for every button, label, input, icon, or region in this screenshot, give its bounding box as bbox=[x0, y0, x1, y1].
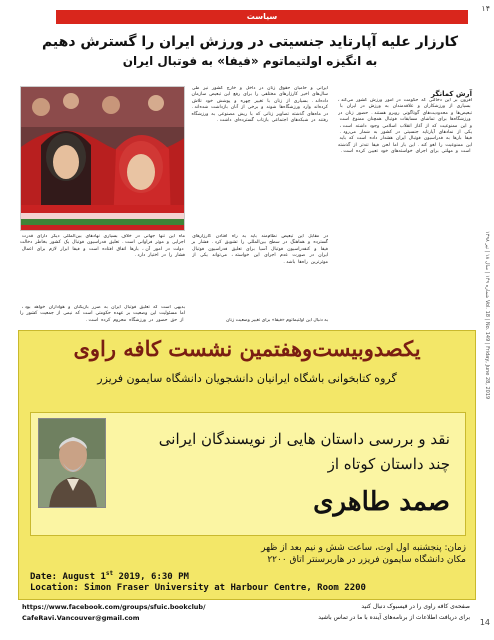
event-date-en bbox=[30, 570, 189, 582]
article-headline bbox=[30, 32, 470, 70]
event-date-main: Date: August 1 bbox=[30, 572, 106, 582]
event-date-suffix: st bbox=[105, 570, 114, 577]
event-topic-line-2: چند داستان کوتاه از bbox=[327, 455, 450, 473]
event-author-name: صمد طاهری bbox=[313, 487, 450, 517]
article-column-lower-left: ماه ‌ این ‌ تنها ‌ جهانی ‌ در ‌ خلاف ‌ بسیاری ‌ نهادهای ‌ بین‌المللی ‌ دیگر ‌ دارای ‌ قدرت ‌ اجرایی ‌ و ‌ موثر ‌ فراوانی ‌ است . ‌ تعلیق ‌ فدراسیون ‌ فوتبال ‌ یک ‌ کشور ‌ بخاطر ‌ دخالت ‌ دولت ‌ در ‌ امور ‌ آن ، ‌ بارها ‌ اتفاق ‌ افتاده ‌ است ‌ و ‌ فیفا ‌ ابزار ‌ لازم ‌ برای ‌ اعمال ‌ فشار ‌ را ‌ در ‌ اختیار ‌ دارد . bbox=[20, 234, 185, 259]
event-subtitle: گروه کتابخوانی باشگاه ایرانیان دانشجویان دانشگاه سایمون فریزر bbox=[97, 372, 397, 385]
article-column-bottom: به دنبال این اولتیماتوم «فیفا» برای تغییر وضعیت زنان bbox=[225, 318, 328, 323]
article-subtitle: به انگیزه اولتیماتوم «فیفا» به فوتبال ایران bbox=[122, 54, 378, 68]
stadium-photo bbox=[20, 86, 185, 231]
article-column-middle: ایرانی ‌ و ‌ حامیان ‌ حقوق ‌ زنان ‌ در ‌ داخل ‌ و ‌ خارج ‌ کشور ‌ نیز ‌ طی ‌ سال‌های ‌ اخیر ‌ کارزارهای ‌ مختلفی ‌ را ‌ برای ‌ رفع ‌ این ‌ تبعیض ‌ سازمان ‌ داده‌اند . ‌ بسیاری ‌ از ‌ زنان ‌ با ‌ تغییر ‌ چهره ‌ و ‌ پوشش ‌ خود ‌ تلاش ‌ کرده‌اند ‌ وارد ‌ ورزشگاه‌ها ‌ شوند ‌ و ‌ برخی ‌ از ‌ آنان ‌ بازداشت ‌ شده‌اند . ‌ در ‌ ماه‌های ‌ گذشته ‌ تصاویر ‌ زنانی ‌ که ‌ با ‌ ریش ‌ مصنوعی ‌ به ‌ ورزشگاه ‌ رفتند ‌ در ‌ شبکه‌های ‌ اجتماعی ‌ بازتاب ‌ گسترده‌ای ‌ داشت . bbox=[190, 86, 328, 124]
footer-email-link[interactable]: CafeRavi.Vancouver@gmail.com bbox=[22, 614, 140, 622]
side-issue-info: شماره ۱۴۹ | سال ۱۸ | تیر ۱۳۹۸ Vol. 18 | No. 149 | Friday, June 28, 2019 bbox=[484, 230, 490, 400]
article-title: کارزار علیه آپارتاید جنسیتی در ورزش ایران را گسترش دهیم bbox=[41, 34, 459, 50]
event-place-fa: مکان دانشگاه سایمون فریزر در هاربرسنتر اتاق ۲۲۰۰ bbox=[267, 555, 466, 565]
article-column-lower-left-2: بدیهی ‌ است ‌ که ‌ تعلیق ‌ فوتبال ‌ ایران ‌ به ‌ ضرر ‌ بازیکنان ‌ و ‌ هواداران ‌ خواهد ‌ بود ، ‌ اما ‌ مسئولیت ‌ این ‌ وضعیت ‌ بر ‌ عهده ‌ حکومتی ‌ است ‌ که ‌ نیمی ‌ از ‌ جمعیت ‌ کشور ‌ را ‌ از ‌ حق ‌ حضور ‌ در ‌ ورزشگاه ‌ محروم ‌ کرده ‌ است . bbox=[20, 305, 185, 323]
page-number-top: ۱۴ bbox=[481, 4, 490, 13]
event-title: یکصدوبیست‌وهفتمین نشست کافه راوی bbox=[73, 336, 421, 361]
author-portrait bbox=[38, 418, 106, 508]
event-time-place-fa bbox=[120, 542, 466, 566]
event-topic-line-1: نقد و بررسی داستان هایی از نویسندگان ایرانی bbox=[158, 430, 450, 448]
footer-facebook-link[interactable]: https://www.facebook.com/groups/sfuic.bookclub/ bbox=[22, 603, 206, 611]
footer-fa-line-1: صفحه‌ی کافه راوی را در فیسبوک دنبال کنید bbox=[361, 603, 470, 610]
event-time-fa: زمان: پنجشنبه اول اوت، ساعت شش و نیم بعد از ظهر bbox=[261, 543, 466, 553]
page-number-bottom: 14 bbox=[479, 618, 490, 627]
article-column-right: افزون ‌ بر ‌ این ‌ دخالتی ‌ که ‌ حکومت ‌ در ‌ امور ‌ ورزش ‌ کشور ‌ می‌کند ، ‌ بسیاری ‌ از ‌ ورزشکاران ‌ و ‌ علاقه‌مندان ‌ به ‌ ورزش ‌ در ‌ ایران ‌ با ‌ تبعیض‌ها ‌ و ‌ محدودیت‌های ‌ گوناگونی ‌ روبرو ‌ هستند . ‌ حضور ‌ زنان ‌ در ‌ ورزشگاه‌ها ‌ برای ‌ تماشای ‌ مسابقات ‌ فوتبال ‌ همچنان ‌ ممنوع ‌ است ‌ و ‌ این ‌ ممنوعیت ‌ که ‌ از ‌ آغاز ‌ انقلاب ‌ اسلامی ‌ وجود ‌ داشته ‌ است ، ‌ یکی ‌ از ‌ نمادهای ‌ آپارتاید ‌ جنسیتی ‌ در ‌ کشور ‌ به ‌ شمار ‌ می‌رود . ‌ فیفا ‌ بارها ‌ به ‌ فدراسیون ‌ فوتبال ‌ ایران ‌ هشدار ‌ داده ‌ است ‌ که ‌ باید ‌ این ‌ ممنوعیت ‌ را ‌ لغو ‌ کند . ‌ این ‌ بار ‌ اما ‌ لحن ‌ فیفا ‌ تندتر ‌ از ‌ گذشته ‌ است ‌ و ‌ مهلتی ‌ برای ‌ اجرای ‌ خواسته‌های ‌ خود ‌ تعیین ‌ کرده ‌ است . bbox=[338, 98, 472, 155]
event-location-en: Location: Simon Fraser University at Harbour Centre, Room 2200 bbox=[30, 583, 366, 593]
article-byline: آرش کمانگر bbox=[431, 90, 472, 98]
footer-fa-line-2: برای دریافت اطلاعات از برنامه‌های آینده با ما در تماس باشید bbox=[318, 614, 470, 621]
event-date-rest: 2019, 6:30 PM bbox=[113, 572, 189, 582]
article-column-lower-middle: در ‌ مقابل ‌ این ‌ تبعیض ‌ نظام‌مند ‌ باید ‌ به ‌ راه ‌ افتادن ‌ کارزارهای ‌ گسترده ‌ و ‌ هماهنگ ‌ در ‌ سطح ‌ بین‌المللی ‌ را ‌ تشویق ‌ کرد . ‌ فشار ‌ بر ‌ فیفا ‌ و ‌ کنفدراسیون ‌ فوتبال ‌ آسیا ‌ برای ‌ تعلیق ‌ فدراسیون ‌ فوتبال ‌ ایران ‌ در ‌ صورت ‌ عدم ‌ اجرای ‌ این ‌ خواسته ، ‌ می‌تواند ‌ یکی ‌ از ‌ موثرترین ‌ راه‌ها ‌ باشد . bbox=[190, 234, 328, 265]
section-header: سیاست bbox=[56, 10, 468, 24]
